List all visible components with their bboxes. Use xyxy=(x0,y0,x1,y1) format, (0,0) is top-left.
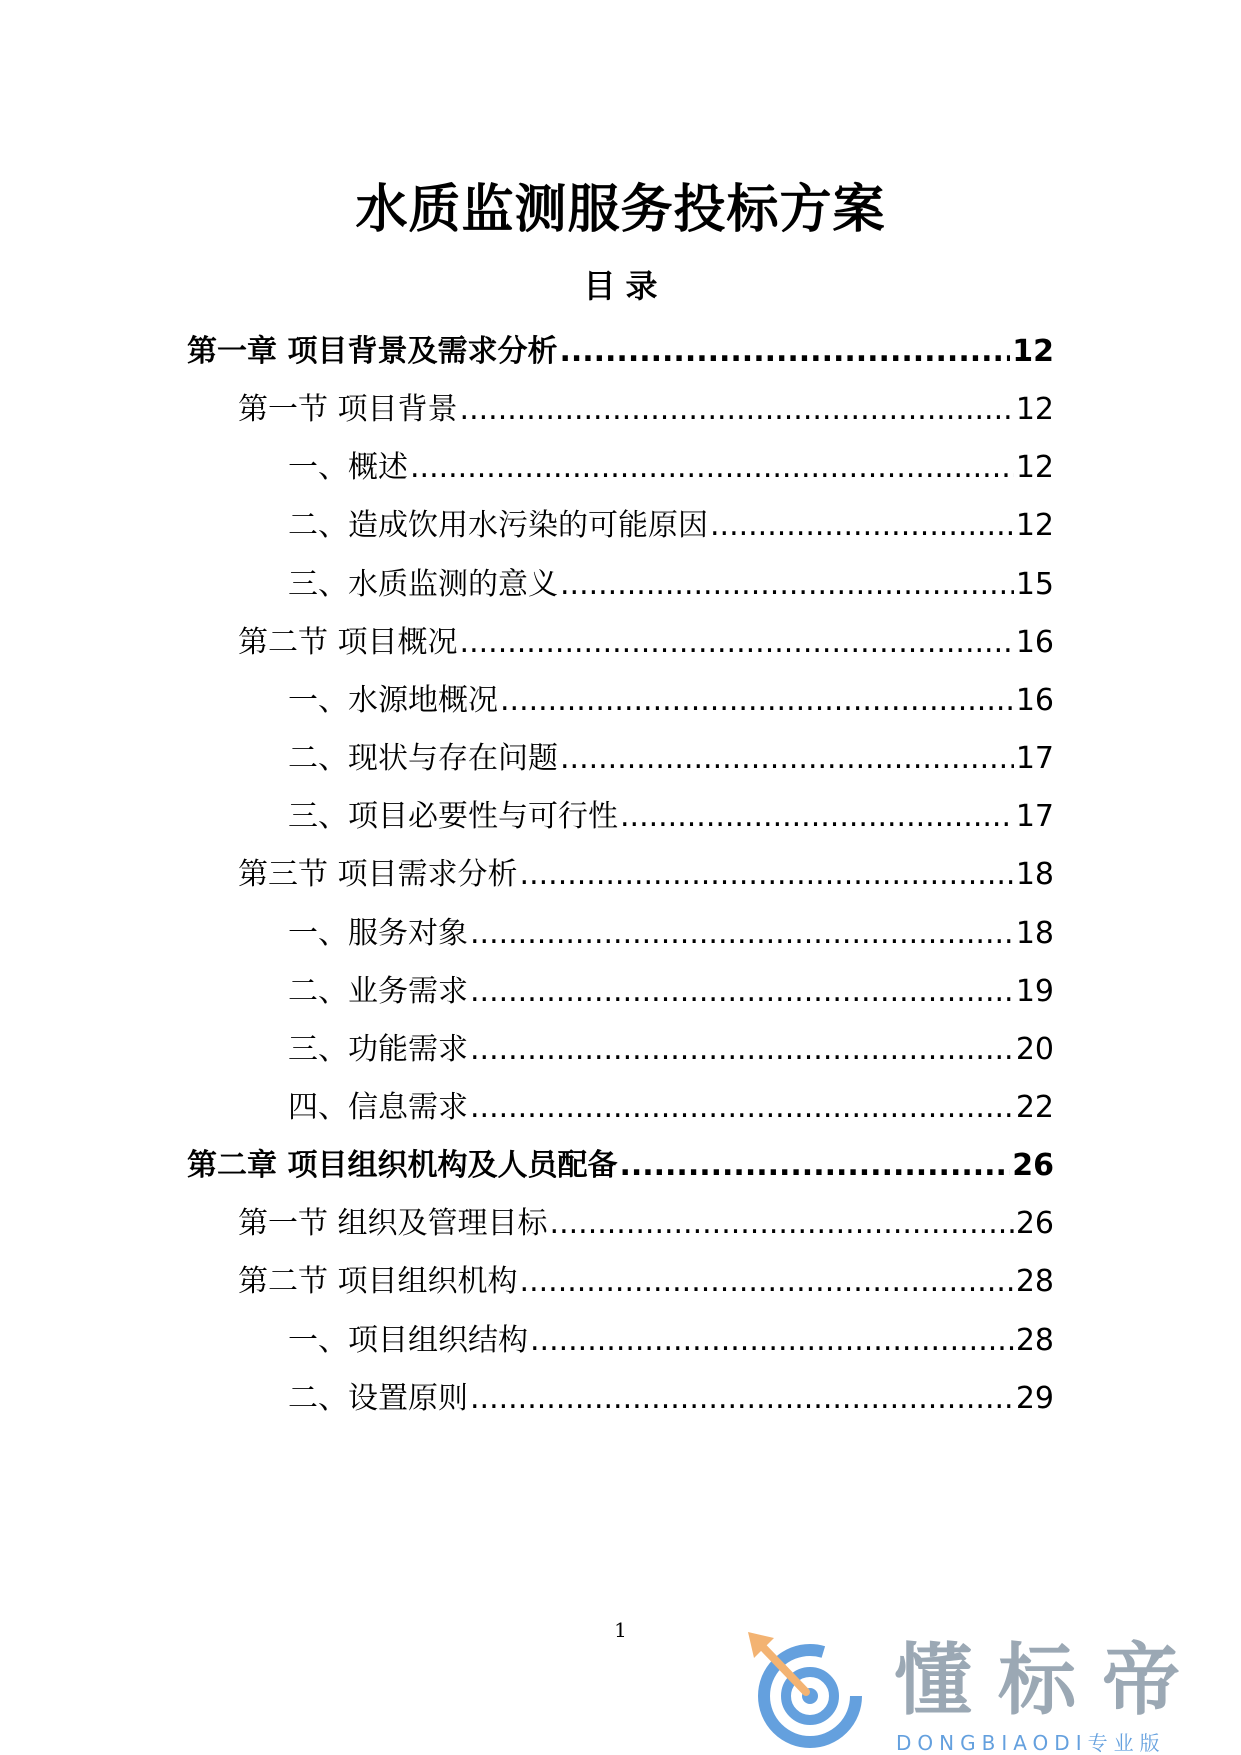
toc-entry-page: 16 xyxy=(1015,683,1054,718)
toc-dot-leader xyxy=(470,1086,1014,1130)
toc-entry-label: 第一节 组织及管理目标 xyxy=(238,1206,548,1241)
toc-entry[interactable] xyxy=(288,1319,1054,1363)
toc-entry[interactable] xyxy=(288,1086,1054,1130)
toc-entry-page: 20 xyxy=(1015,1032,1054,1067)
toc-dot-leader xyxy=(470,1377,1014,1421)
toc-entry-page: 16 xyxy=(1015,625,1054,660)
toc-entry-page: 26 xyxy=(1015,1206,1054,1241)
toc-dot-leader xyxy=(619,1144,1010,1188)
page-number: 1 xyxy=(614,1618,627,1642)
toc-entry-page: 28 xyxy=(1015,1323,1054,1358)
toc-entry-page: 12 xyxy=(1015,392,1054,427)
toc-entry-label: 三、水质监测的意义 xyxy=(288,567,558,602)
toc-entry-label: 第一节 项目背景 xyxy=(238,392,458,427)
toc-dot-leader xyxy=(410,446,1014,490)
toc-dot-leader xyxy=(470,970,1014,1014)
toc-dot-leader xyxy=(470,912,1014,956)
toc-entry[interactable] xyxy=(288,795,1054,839)
toc-entry-page: 17 xyxy=(1015,799,1054,834)
toc-dot-leader xyxy=(530,1319,1014,1363)
target-arrow-icon xyxy=(744,1628,864,1754)
toc-entry-page: 18 xyxy=(1015,916,1054,951)
toc-dot-leader xyxy=(710,504,1014,548)
toc-entry-label: 第二章 项目组织机构及人员配备 xyxy=(187,1148,618,1183)
toc-entry-label: 一、概述 xyxy=(288,450,408,485)
toc-entry[interactable] xyxy=(288,504,1054,548)
toc-entry-label: 一、水源地概况 xyxy=(288,683,498,718)
toc-entry[interactable] xyxy=(288,737,1054,781)
toc-entry-label: 二、造成饮用水污染的可能原因 xyxy=(288,508,708,543)
toc-entry-page: 12 xyxy=(1015,450,1054,485)
toc-entry[interactable] xyxy=(288,446,1054,490)
toc-dot-leader xyxy=(559,330,1010,374)
toc-entry-page: 26 xyxy=(1012,1148,1054,1183)
toc-entry-page: 12 xyxy=(1012,334,1054,369)
toc-entry[interactable] xyxy=(238,853,1054,897)
toc-dot-leader xyxy=(460,621,1014,665)
toc-entry[interactable] xyxy=(187,330,1054,374)
toc-entry-page: 28 xyxy=(1015,1264,1054,1299)
toc-entry-label: 第三节 项目需求分析 xyxy=(238,857,518,892)
toc-entry[interactable] xyxy=(238,621,1054,665)
watermark xyxy=(744,1628,1241,1754)
toc-entry-page: 19 xyxy=(1015,974,1054,1009)
toc-entry[interactable] xyxy=(288,1377,1054,1421)
toc-entry-page: 12 xyxy=(1015,508,1054,543)
toc-dot-leader xyxy=(520,1260,1014,1304)
toc-entry[interactable] xyxy=(288,679,1054,723)
toc-entry-page: 17 xyxy=(1015,741,1054,776)
toc-entry[interactable] xyxy=(238,1260,1054,1304)
toc-entry[interactable] xyxy=(187,1144,1054,1188)
toc-dot-leader xyxy=(460,388,1014,432)
toc-dot-leader xyxy=(520,853,1014,897)
toc-entry-page: 18 xyxy=(1015,857,1054,892)
toc-dot-leader xyxy=(550,1202,1014,1246)
watermark-subtitle: DONGBIAODI专业版 xyxy=(896,1731,1166,1755)
toc-heading: 目录 xyxy=(583,267,668,305)
toc-entry-label: 三、功能需求 xyxy=(288,1032,468,1067)
toc-dot-leader xyxy=(560,737,1014,781)
toc-entry-label: 一、项目组织结构 xyxy=(288,1323,528,1358)
toc-entry-page: 29 xyxy=(1015,1381,1054,1416)
toc-dot-leader xyxy=(470,1028,1014,1072)
toc-entry[interactable] xyxy=(238,1202,1054,1246)
toc-entry-label: 第一章 项目背景及需求分析 xyxy=(187,334,558,369)
toc-dot-leader xyxy=(620,795,1014,839)
toc-entry-label: 三、项目必要性与可行性 xyxy=(288,799,618,834)
toc-dot-leader xyxy=(560,563,1014,607)
toc-entry[interactable] xyxy=(288,912,1054,956)
toc-entry-page: 15 xyxy=(1015,567,1054,602)
toc-entry-label: 第二节 项目组织机构 xyxy=(238,1264,518,1299)
toc-entry-label: 二、业务需求 xyxy=(288,974,468,1009)
toc-dot-leader xyxy=(500,679,1014,723)
toc-entry[interactable] xyxy=(238,388,1054,432)
toc-entry[interactable] xyxy=(288,563,1054,607)
toc-entry-label: 二、设置原则 xyxy=(288,1381,468,1416)
toc-entry-label: 二、现状与存在问题 xyxy=(288,741,558,776)
document-title: 水质监测服务投标方案 xyxy=(355,180,886,240)
toc-entry-label: 第二节 项目概况 xyxy=(238,625,458,660)
toc-entry-label: 四、信息需求 xyxy=(288,1090,468,1125)
toc-entry[interactable] xyxy=(288,1028,1054,1072)
toc-entry-label: 一、服务对象 xyxy=(288,916,468,951)
toc-entry-page: 22 xyxy=(1015,1090,1054,1125)
watermark-name: 懂标帝 xyxy=(894,1636,1207,1726)
toc-entry[interactable] xyxy=(288,970,1054,1014)
